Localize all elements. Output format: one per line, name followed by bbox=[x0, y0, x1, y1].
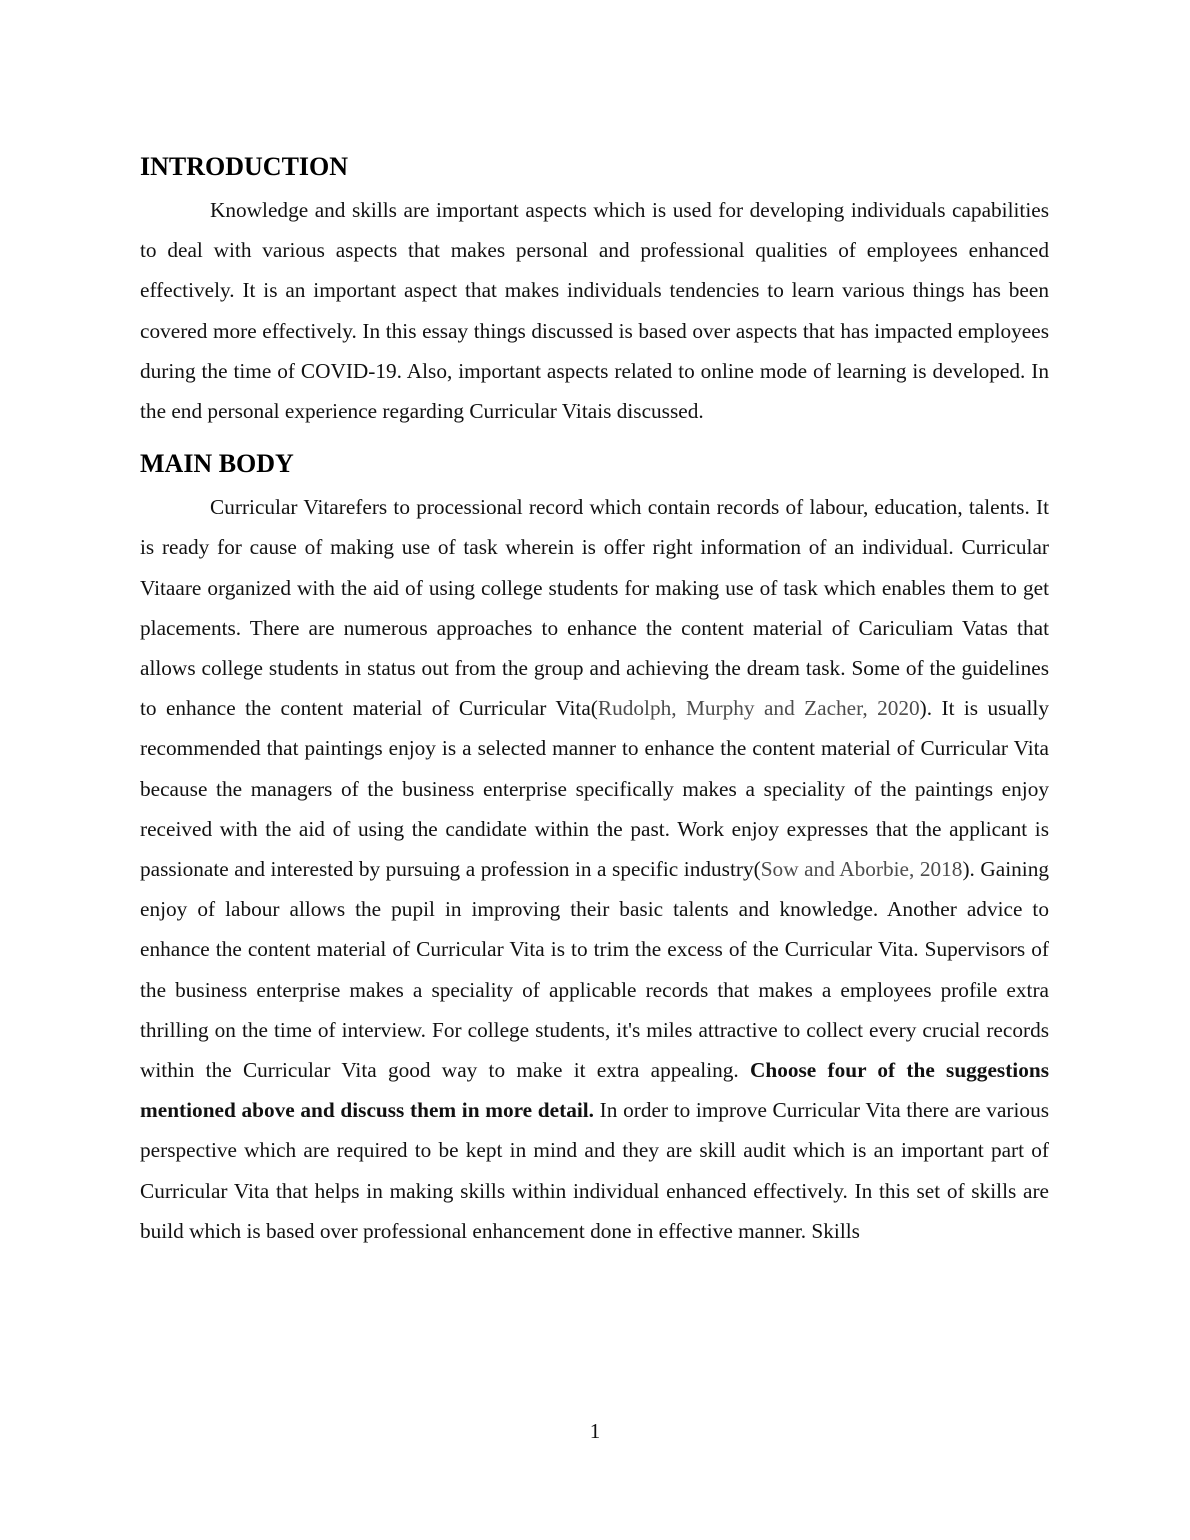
citation-rudolph: Rudolph, Murphy and Zacher, 2020 bbox=[597, 696, 920, 721]
main-body-text-part-4: In order to improve Curricular Vita there are various perspective which are required to be kept in mind and they are skill audit which is an important part of Curricular Vita that helps in making skills within individual enhanced effectively. In this set of skills are build which is based over professional enhancement done in effective manner. Skills bbox=[140, 1098, 1050, 1243]
page-content bbox=[140, 150, 1049, 1251]
main-body-text-part-2: ). It is usually recommended that paintings enjoy is a selected manner to enhance the content material of Curricular Vita because the managers of the business enterprise specifically makes a speciality of the paintings enjoy received with the aid of using the candidate within the past. Work enjoy expresses that the applicant is passionate and interested by pursuing a profession in a specific industry( bbox=[140, 696, 1049, 882]
main-body-text-part-3: ). Gaining enjoy of labour allows the pupil in improving their basic talents and knowledge. Another advice to enhance the content material of Curricular Vita is to trim the excess of the Curricular Vita. Supervisors of the business enterprise makes a speciality of applicable records that makes a employees profile extra thrilling on the time of interview. For college students, it's miles attractive to collect every crucial records within the Curricular Vita good way to make it extra appealing. bbox=[140, 857, 1050, 1083]
main-body-text-part-1: Curricular Vitarefers to processional record which contain records of labour, education, talents. It is ready for cause of making use of task wherein is offer right information of an individual. Curricular Vitaare organized with the aid of using college students for making use of task which enables them to get placements. There are numerous approaches to enhance the content material of Cariculiam Vatas that allows college students in status out from the group and achieving the dream task. Some of the guidelines to enhance the content material of Curricular Vita( bbox=[140, 495, 1049, 721]
main-body-paragraph bbox=[140, 487, 1049, 1251]
main-body-heading: MAIN BODY bbox=[140, 449, 294, 479]
citation-sow: Sow and Aborbie, 2018 bbox=[760, 857, 963, 882]
bold-instruction: Choose four of the suggestions mentioned above and discuss them in more detail. bbox=[140, 1058, 1049, 1123]
introduction-paragraph: Knowledge and skills are important aspects which is used for developing individuals capabilities to deal with various aspects that makes personal and professional qualities of employees enhanced effectively. It is an important aspect that makes individuals tendencies to learn various things has been covered more effectively. In this essay things discussed is based over aspects that has impacted employees during the time of COVID-19. Also, important aspects related to online mode of learning is developed. In the end personal experience regarding Curricular Vitais discussed. bbox=[140, 198, 1049, 424]
introduction-heading: INTRODUCTION bbox=[140, 152, 349, 181]
page-number: 1 bbox=[589, 1419, 601, 1443]
